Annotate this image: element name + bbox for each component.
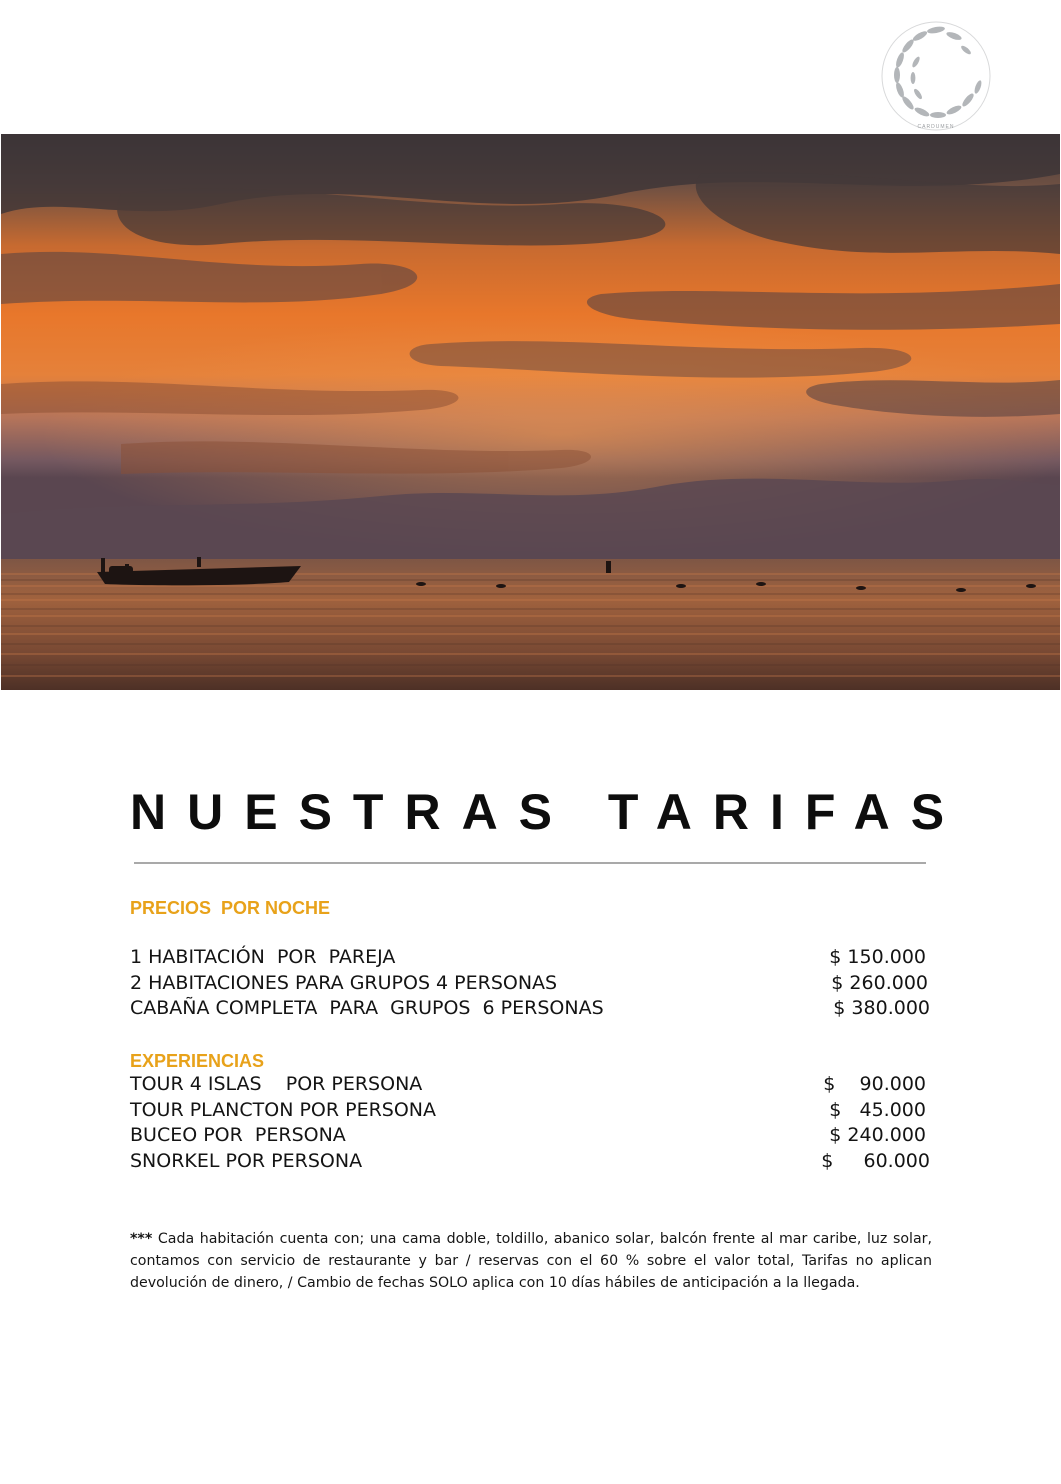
rate-row	[130, 1072, 930, 1098]
rate-name: TOUR 4 ISLAS POR PERSONA	[130, 1073, 423, 1095]
rate-name: CABAÑA COMPLETA PARA GRUPOS 6 PERSONAS	[130, 997, 604, 1019]
title-divider	[134, 862, 926, 864]
rate-price: $ 90.000	[823, 1073, 926, 1095]
experiences-rates-list	[130, 1072, 930, 1174]
rate-price: $ 150.000	[829, 946, 926, 968]
terms-footnote	[130, 1228, 932, 1294]
rate-row	[130, 1098, 930, 1124]
rate-name: SNORKEL POR PERSONA	[130, 1149, 363, 1172]
fish-circle-logo-icon	[880, 20, 992, 132]
rate-price: $ 45.000	[829, 1098, 926, 1121]
rate-row	[130, 1123, 930, 1149]
rate-price: $ 240.000	[829, 1124, 926, 1146]
rate-name: 1 HABITACIÓN POR PAREJA	[130, 946, 396, 968]
rate-price: $ 260.000	[831, 971, 928, 994]
section-heading-experiencias: EXPERIENCIAS	[130, 1051, 265, 1071]
rate-row	[130, 971, 930, 997]
rate-row	[130, 1149, 930, 1175]
footnote-text: Cada habitación cuenta con; una cama doble, toldillo, abanico solar, balcón frente al mar caribe, luz solar, contamos con servicio de restaurante y bar / reservas con el 60 % sobre el valor total, Tarifas no aplican devolución de dinero, / Cambio de fechas SOLO aplica con 10 días hábiles de anticipación a la llegada.	[130, 1231, 932, 1291]
rate-price: $ 60.000	[821, 1149, 930, 1172]
page-title: NUESTRAS TARIFAS	[130, 784, 966, 840]
hero-photo	[1, 134, 1060, 690]
section-heading-precios-por-noche: PRECIOS POR NOCHE	[130, 898, 331, 918]
nightly-rates-list	[130, 945, 930, 1022]
rate-name: 2 HABITACIONES PARA GRUPOS 4 PERSONAS	[130, 971, 558, 994]
rate-name: BUCEO POR PERSONA	[130, 1124, 346, 1146]
logo	[880, 20, 992, 132]
rate-row	[130, 945, 930, 971]
rate-row	[130, 996, 930, 1022]
sunset-sea-image	[1, 134, 1060, 690]
rate-price: $ 380.000	[833, 997, 930, 1019]
rate-name: TOUR PLANCTON POR PERSONA	[130, 1098, 437, 1121]
footnote-marker: ***	[130, 1231, 153, 1247]
logo-text: CARDUMEN	[917, 124, 955, 130]
